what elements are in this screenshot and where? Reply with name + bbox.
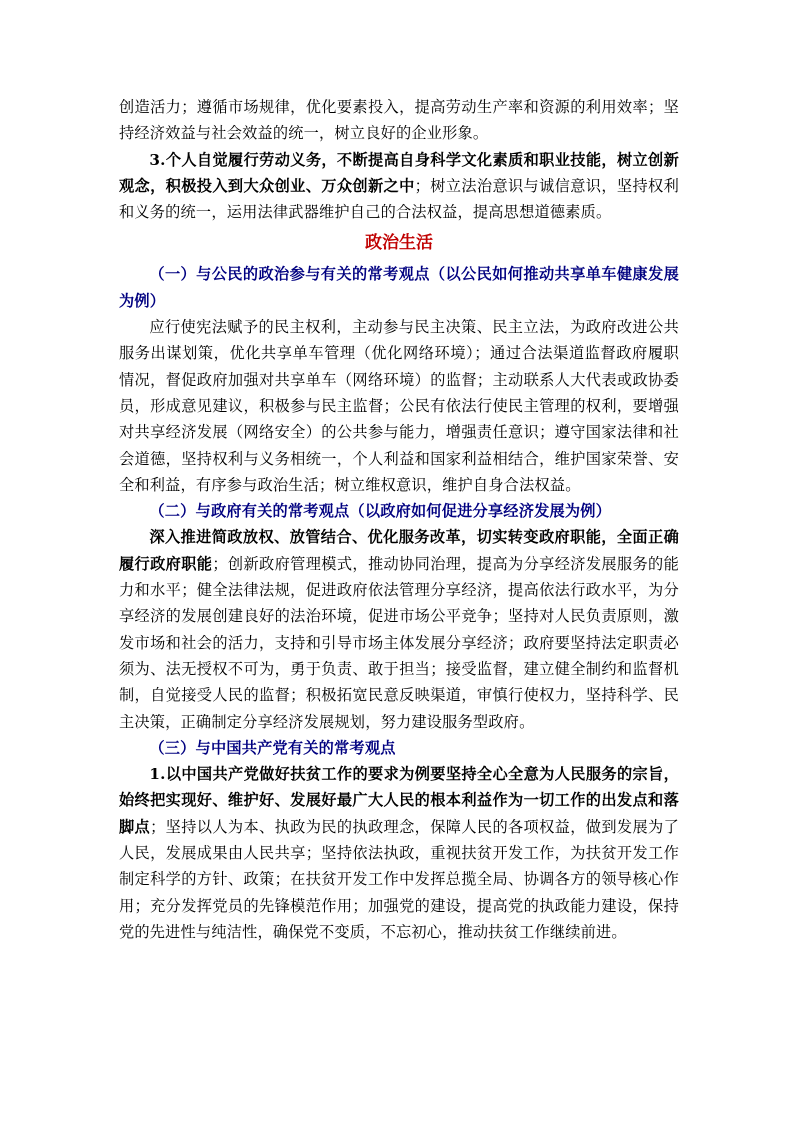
- paragraph-party-rest: ；坚持以人为本、执政为民的执政理念，保障人民的各项权益，做到发展为了人民，发展成果由人民共享；坚持依法执政，重视扶贫开发工作，为扶贫开发工作制定科学的方针、政策；在扶贫开发工作中发挥总揽全局、协调各方的领导核心作用；充分发挥党员的先锋模范作用；加强党的建设，提高党的执政能力建设，保持党的先进性与纯洁性，确保党不变质，不忘初心，推动扶贫工作继续前进。: [119, 817, 679, 941]
- document-page: [119, 94, 679, 945]
- paragraph-individual-bold: 3.个人自觉履行劳动义务，不断提高自身科学文化素质和职业技能，树立创新观念，积极投入到大众创业、万众创新之中: [119, 150, 679, 195]
- paragraph-party: [119, 761, 679, 945]
- paragraph-individual: [119, 147, 679, 226]
- heading-government: （二）与政府有关的常考观点（以政府如何促进分享经济发展为例）: [149, 502, 612, 521]
- heading-party: （三）与中国共产党有关的常考观点: [149, 738, 396, 757]
- paragraph-citizen: 应行使宪法赋予的民主权利，主动参与民主决策、民主立法，为政府改进公共服务出谋划策，优化共享单车管理（优化网络环境）；通过合法渠道监督政府履职情况，督促政府加强对共享单车（网络环境）的监督；主动联系人大代表或政协委员，形成意见建议，积极参与民主监督；公民有依法行使民主管理的权利，要增强对共享经济发展（网络安全）的公共参与能力，增强责任意识；遵守国家法律和社会道德，坚持权利与义务相统一，个人利益和国家利益相结合，维护国家荣誉、安全和利益，有序参与政治生活；树立维权意识，维护自身合法权益。: [119, 318, 679, 494]
- paragraph-government-bold: 深入推进简政放权、放管结合、优化服务改革，切实转变政府职能，全面正确履行政府职能: [119, 528, 679, 573]
- paragraph-government-rest: ；创新政府管理模式，推动协同治理，提高为分享经济发展服务的能力和水平；健全法律法规，促进政府依法管理分享经济，提高依法行政水平，为分享经济的发展创建良好的法治环境，促进市场公平竞争；坚持对人民负责原则，激发市场和社会的活力，支持和引导市场主体发展分享经济；政府要坚持法定职责必须为、法无授权不可为，勇于负责、敢于担当；接受监督，建立健全制约和监督机制，自觉接受人民的监督；积极拓宽民意反映渠道，审慎行使权力，坚持科学、民主决策，正确制定分享经济发展规划，努力建设服务型政府。: [119, 554, 680, 731]
- section-title: 政治生活: [365, 233, 433, 254]
- paragraph-enterprise: 创造活力；遵循市场规律，优化要素投入，提高劳动生产率和资源的利用效率；坚持经济效益与社会效益的统一，树立良好的企业形象。: [119, 98, 679, 143]
- paragraph-government: [119, 524, 679, 734]
- paragraph-party-bold: 1.以中国共产党做好扶贫工作的要求为例要坚持全心全意为人民服务的宗旨，始终把实现好、维护好、发展好最广大人民的根本利益作为一切工作的出发点和落脚点: [119, 765, 679, 836]
- heading-citizen: （一）与公民的政治参与有关的常考观点（以公民如何推动共享单车健康发展为例）: [119, 265, 679, 310]
- paragraph-individual-rest: ；树立法治意识与诚信意识，坚持权利和义务的统一，运用法律武器维护自己的合法权益，提高思想道德素质。: [119, 176, 679, 222]
